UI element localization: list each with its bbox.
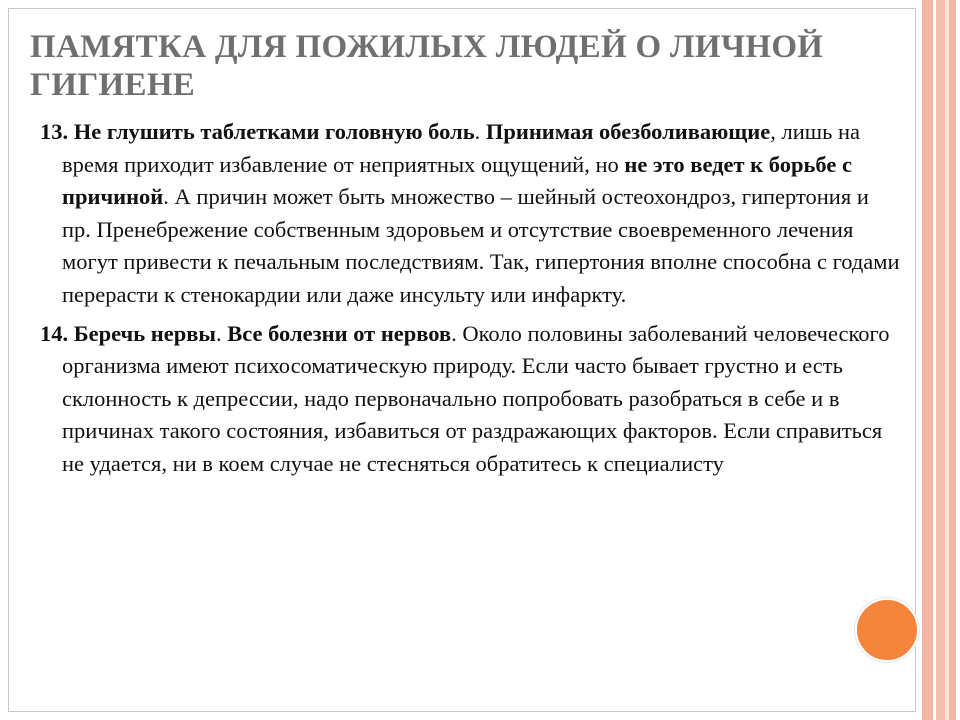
slide-title: ПАМЯТКА ДЛЯ ПОЖИЛЫХ ЛЮДЕЙ О ЛИЧНОЙ ГИГИЕНЕ <box>30 29 824 103</box>
item-13-text-1: . <box>474 119 486 144</box>
item-13-number: 13. <box>40 119 69 144</box>
item-14-bold-1: Все болезни от нервов <box>227 320 452 346</box>
item-14-number: 14. <box>40 320 69 346</box>
decorative-orange-circle <box>855 598 919 662</box>
item-14-text-2: . Около половины заболеваний человеческого организма имеют психосоматическую природу. Если часто бывает грустно и есть склонность к депрессии, надо первоначально попробовать разобраться в себе и в причинах такого состояния, избавиться от раздражающих факторов. Если справиться не удается, ни в коем случае не стесняться обратитесь к специалисту <box>62 320 890 476</box>
item-13-text-3: . А причин может быть множество – шейный остеохондроз, гипертония и пр. Пренебрежение собственным здоровьем и отсутствие своевременного лечения могут привести к печальным последствиям. Так, гипертония вполне способна с годами перерасти к стенокардии или даже инсульту или инфаркту. <box>62 184 900 307</box>
item-14-lead: Беречь нервы <box>73 320 216 346</box>
list-item-14 <box>40 318 900 481</box>
item-13-lead: Не глушить таблетками головную боль <box>73 119 475 144</box>
decorative-side-stripes <box>916 0 960 720</box>
item-13-bold-2: не это ведет к борьбе с причиной <box>62 151 852 210</box>
item-13-text-2: , лишь на время приходит избавление от неприятных ощущений, но <box>62 119 861 177</box>
list-item-13 <box>40 116 900 312</box>
item-13-bold-1: Принимая обезболивающие <box>485 119 771 144</box>
slide-body <box>40 116 900 487</box>
item-14-text-1: . <box>215 320 228 346</box>
